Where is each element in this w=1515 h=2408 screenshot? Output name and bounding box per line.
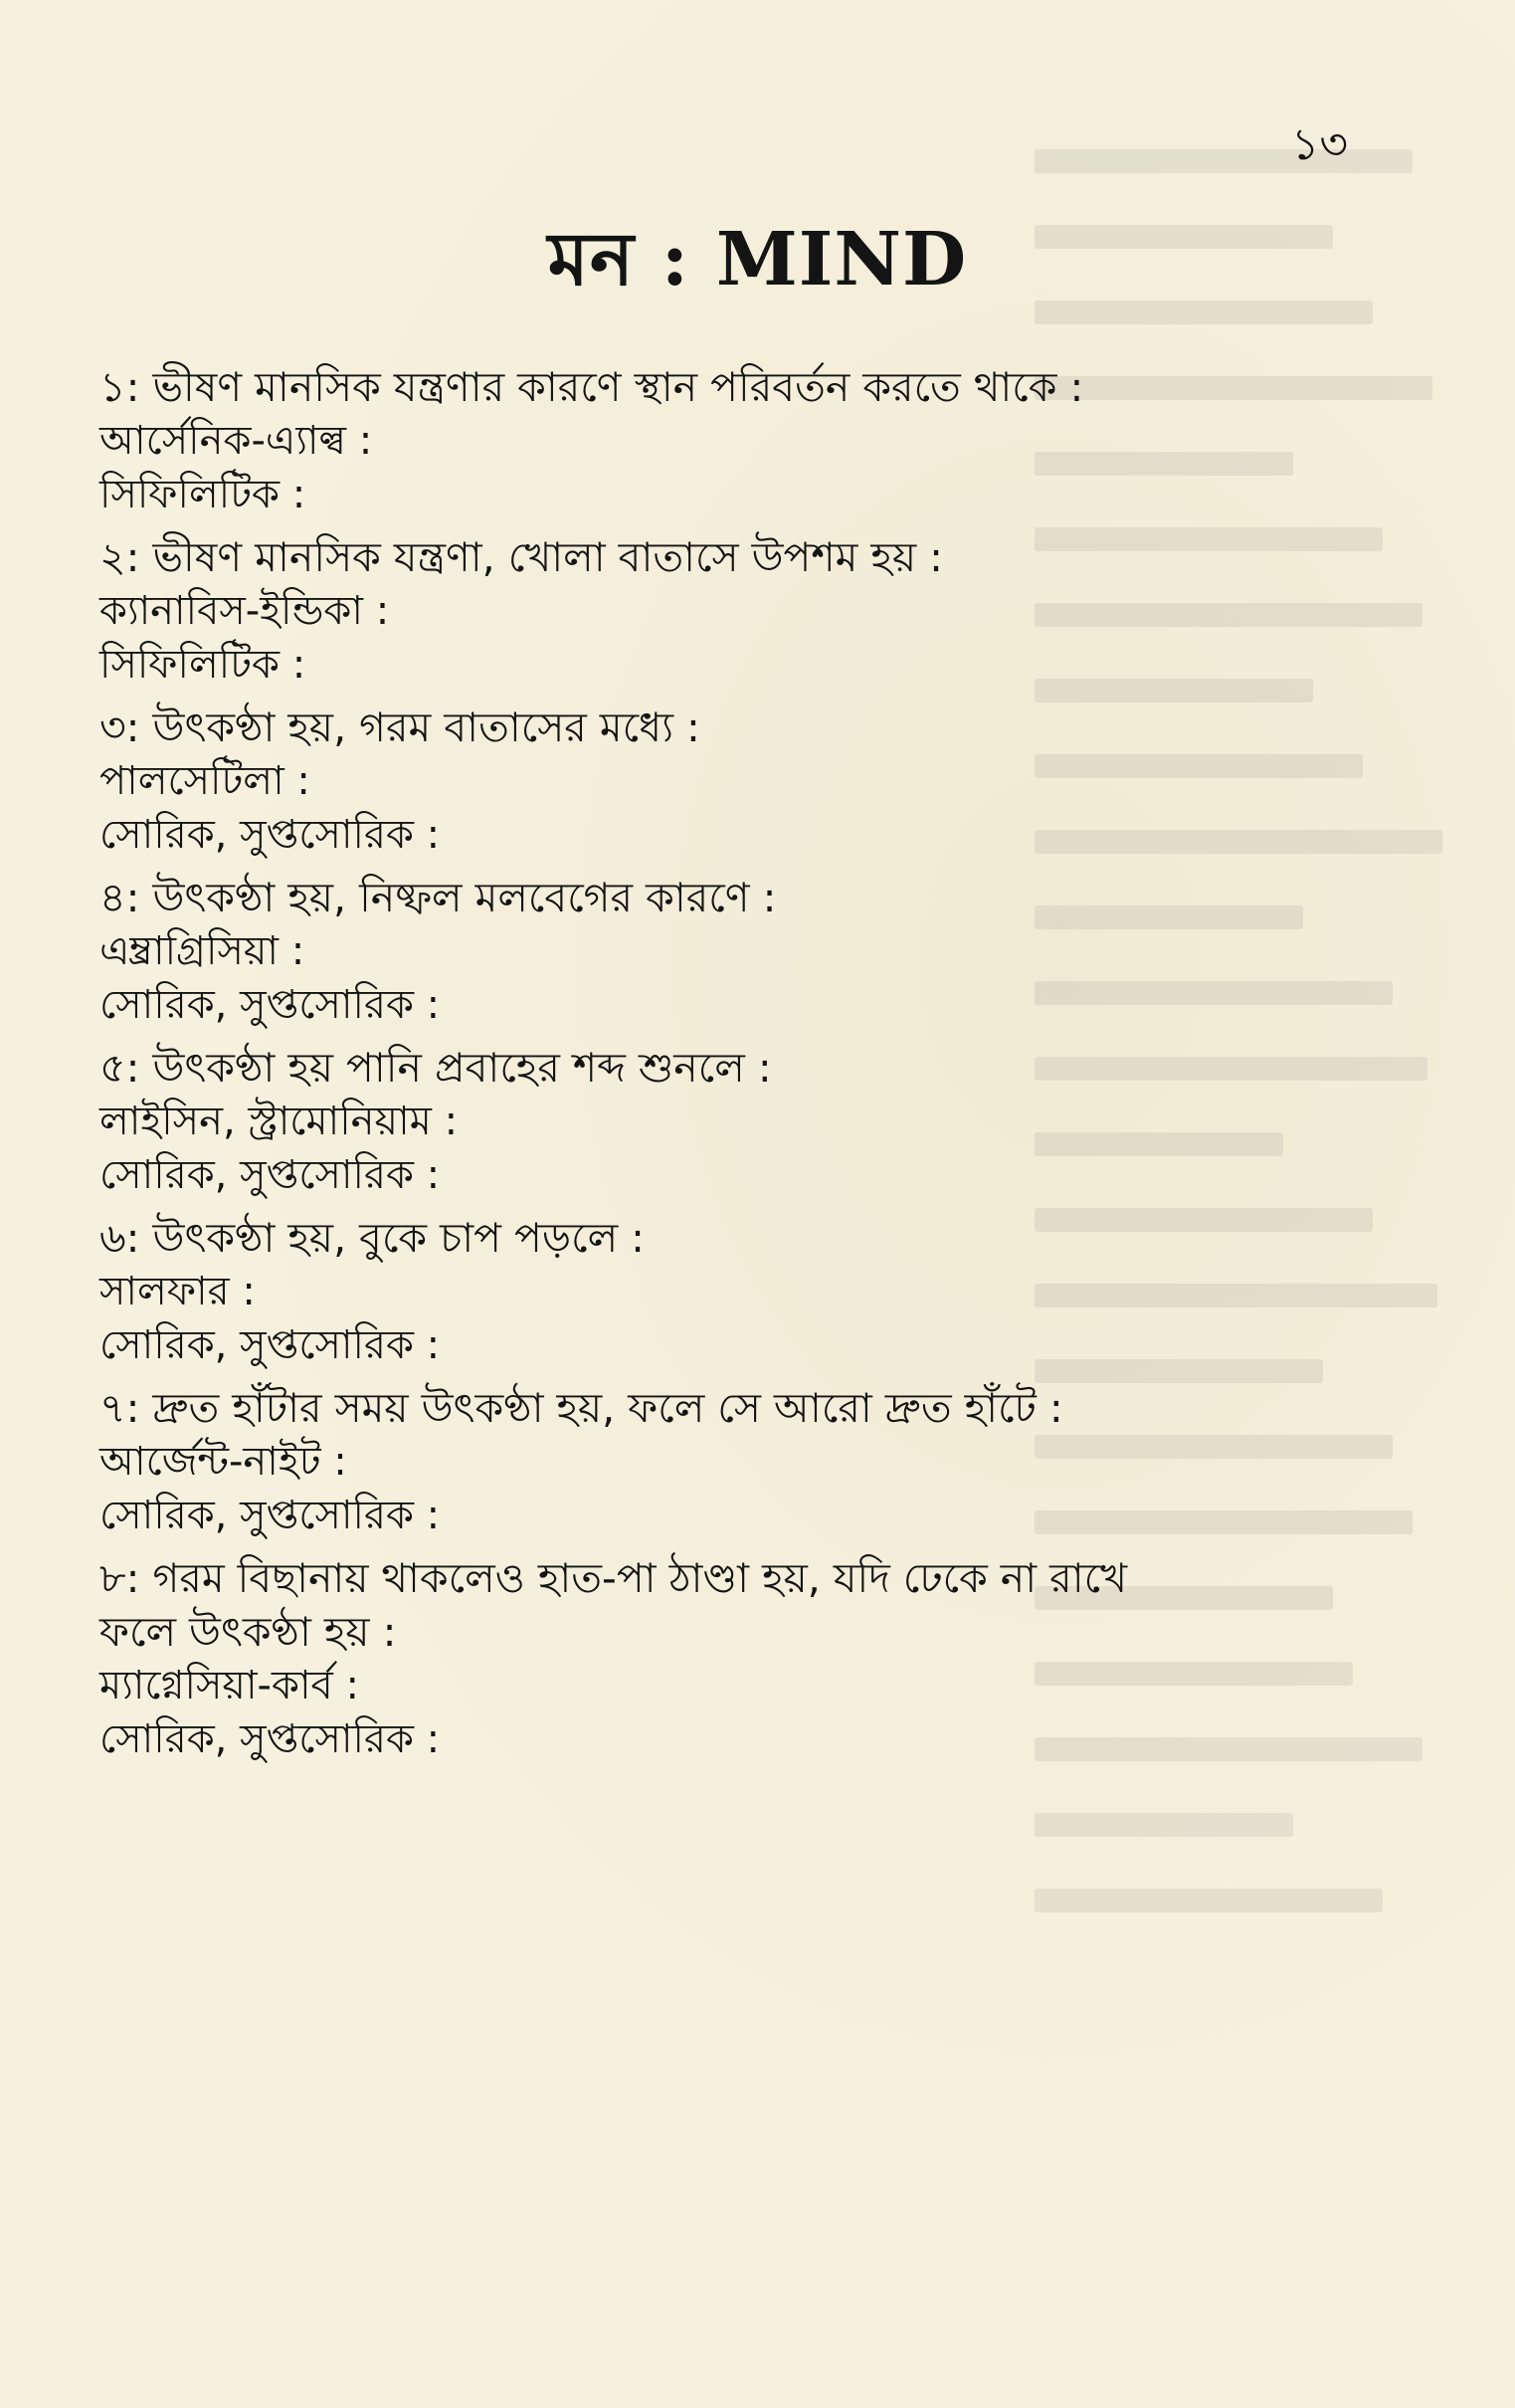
rubric-question: ৬: উৎকণ্ঠা হয়, বুকে চাপ পড়লে : — [99, 1214, 645, 1262]
page-title: মন : MIND — [547, 217, 968, 302]
remedy-line: পালসেটিলা : — [99, 758, 310, 804]
remedy-line: লাইসিন, স্ট্রামোনিয়াম : — [99, 1099, 459, 1144]
remedy-line: সোরিক, সুপ্তসোরিক : — [99, 982, 441, 1028]
remedy-line: সোরিক, সুপ্তসোরিক : — [99, 812, 441, 858]
rubric-question: ৮: গরম বিছানায় থাকলেও হাত-পা ঠাণ্ডা হয়, যদি ঢেকে না রাখে — [99, 1554, 1128, 1602]
remedy-line: সোরিক, সুপ্তসোরিক : — [99, 1322, 441, 1368]
rubric-question: ৩: উৎকণ্ঠা হয়, গরম বাতাসের মধ্যে : — [99, 703, 700, 751]
page-number: ১৩ — [1290, 119, 1348, 170]
rubric-entry-3 — [99, 701, 1373, 862]
remedy-line: এম্ব্রাগ্রিসিয়া : — [99, 928, 305, 974]
remedy-line: ম্যাগ্নেসিয়া-কার্ব : — [99, 1663, 360, 1708]
rubric-entry-1 — [99, 360, 1373, 521]
rubric-entry-6 — [99, 1211, 1373, 1372]
rubric-entry-7 — [99, 1381, 1373, 1542]
remedy-line: আর্সেনিক-এ্যাল্ব : — [99, 418, 373, 464]
rubric-question: ৪: উৎকণ্ঠা হয়, নিষ্ফল মলবেগের কারণে : — [99, 874, 777, 921]
rubric-question: ৭: দ্রুত হাঁটার সময় উৎকণ্ঠা হয়, ফলে সে আরো দ্রুত হাঁটে : — [99, 1384, 1063, 1432]
remedy-line: আর্জেন্ট-নাইট : — [99, 1439, 347, 1485]
rubric-entry-2 — [99, 530, 1373, 692]
remedy-line: সিফিলিটিক : — [99, 642, 306, 688]
rubric-entry-4 — [99, 871, 1373, 1032]
remedy-line: সোরিক, সুপ্তসোরিক : — [99, 1152, 441, 1198]
rubric-question: ১: ভীষণ মানসিক যন্ত্রণার কারণে স্থান পরিবর্তন করতে থাকে : — [99, 363, 1084, 411]
rubric-question-continued: ফলে উৎকণ্ঠা হয় : — [99, 1608, 397, 1656]
rubric-question: ২: ভীষণ মানসিক যন্ত্রণা, খোলা বাতাসে উপশম হয় : — [99, 533, 943, 581]
remedy-line: সালফার : — [99, 1269, 256, 1314]
rubric-entry-8 — [99, 1551, 1373, 1766]
remedy-line: সোরিক, সুপ্তসোরিক : — [99, 1716, 441, 1762]
remedy-line: সোরিক, সুপ্তসোরিক : — [99, 1493, 441, 1538]
remedy-line: সিফিলিটিক : — [99, 472, 306, 517]
rubric-entry-5 — [99, 1041, 1373, 1202]
remedy-line: ক্যানাবিস-ইন্ডিকা : — [99, 588, 390, 634]
rubric-list — [99, 360, 1373, 1775]
rubric-question: ৫: উৎকণ্ঠা হয় পানি প্রবাহের শব্দ শুনলে : — [99, 1044, 772, 1092]
